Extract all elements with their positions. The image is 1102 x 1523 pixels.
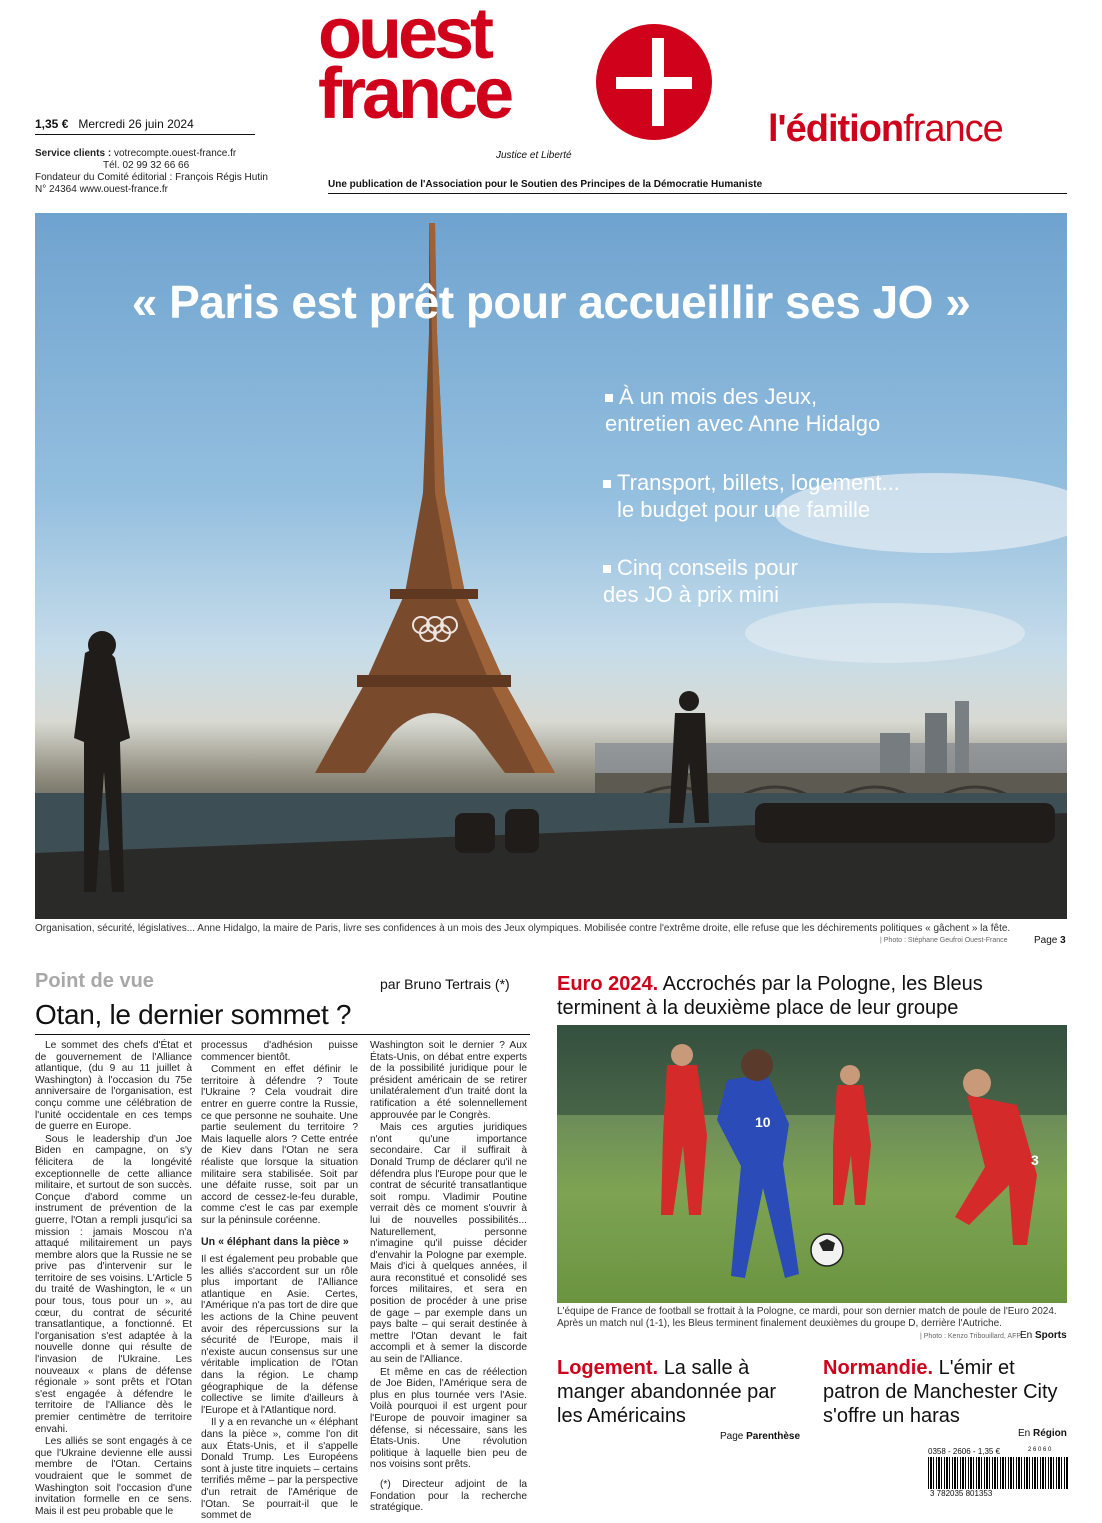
divider (328, 193, 1067, 194)
euro-kicker: Euro 2024. (557, 973, 659, 995)
service-label: Service clients : (35, 148, 112, 159)
euro-caption: L'équipe de France de football se frottait à la Pologne, ce mardi, pour son dernier match de poule de l'Euro 2024. Après un match nul (1-1), les Bleus terminent finalement deuxièmes du groupe D, derrière l'Autriche. (557, 1306, 1057, 1329)
euro-credit: | Photo : Kenzo Tribouillard, AFP (920, 1333, 1022, 1340)
euro-photo (557, 1025, 1067, 1303)
barcode-bottom-text: 3 782035 801353 (930, 1489, 993, 1498)
page-name: Parenthèse (746, 1431, 801, 1442)
divider (35, 1034, 530, 1035)
paragraph: Le sommet des chefs d'État et de gouvernement de l'Alliance atlantique, (du 9 au 11 juillet à Washington) à l'occasion du 75e anniversaire de l'organisation, est conçu comme une célébration de l'unité occidentale en ces temps de guerre en Europe. (35, 1040, 192, 1133)
paragraph: Il y a en revanche un « éléphant dans la pièce », comme l'on dit aux États-Unis, et il s'appelle Donald Trump. Les Européens sont à juste titre inquiets – certains terrifiés même – par la perspective d'un retrait de l'Amérique de l'Otan. Se pourrait-il que le sommet de (201, 1417, 358, 1522)
opinion-column-2 (201, 1040, 358, 1523)
paragraph: processus d'adhésion puisse commencer bientôt. (201, 1040, 358, 1063)
opinion-subhead: Un « éléphant dans la pièce » (201, 1235, 349, 1248)
hero-bullet-1 (605, 383, 880, 437)
bullet-line1: Transport, billets, logement... (617, 470, 900, 495)
bullet-square-icon (605, 394, 613, 402)
founder: Fondateur du Comité éditorial : François Régis Hutin (35, 172, 268, 183)
paragraph: Washington soit le dernier ? Aux États-Unis, on débat entre experts de la possibilité juridique pour le président américain de se retirer unilatéralement d'un traité dont la ratification a été solennellement approuvée par le Congrès. (370, 1040, 527, 1121)
hero-page-ref[interactable] (1034, 935, 1066, 946)
opinion-headline: Otan, le dernier sommet ? (35, 999, 352, 1030)
bullet-line2: entretien avec Anne Hidalgo (605, 411, 881, 436)
section-name: Sports (1035, 1330, 1067, 1341)
hero-title: « Paris est prêt pour accueillir ses JO » (131, 276, 971, 328)
price: 1,35 € (35, 117, 69, 131)
euro-headline-text: Accrochés par la Pologne, les Bleus terminent à la deuxième place de leur groupe (557, 973, 983, 1019)
hero-credit: | Photo : Stéphane Geufroi Ouest-France (880, 937, 1008, 944)
logement-page-ref[interactable] (720, 1431, 800, 1442)
jersey-number-10: 10 (755, 1114, 771, 1130)
service-info (35, 148, 295, 196)
page-prefix: Page (720, 1431, 744, 1442)
logement-headline: La salle à manger abandonnée par les Américains (557, 1357, 777, 1427)
opinion-column-3 (370, 1040, 527, 1515)
date: Mercredi 26 juin 2024 (78, 117, 194, 131)
masthead (0, 0, 1102, 195)
opinion-column-1 (35, 1040, 192, 1518)
page-number: 3 (1060, 935, 1066, 946)
paragraph: Sous le leadership d'un Joe Biden en campagne, on s'y félicitera de la longévité exceptionnelle de cette alliance militaire, et surtout de son succès. Conçue d'abord comme un instrument de prévention de la guerre, l'Otan a rempli jusqu'ici sa mission : jamais Moscou n'a attaqué militairement un pays membre alors que la Russie ne se prive pas d'intervenir sur le territoire de ses voisins. L'Article 5 du traité de Washington, le « un pour tous, tous pour un », au cœur, du contrat de sécurité transatlantique, a fonctionné. Et l'organisation s'est adaptée à la nouvelle donne qui résulte de l'invasion de l'Ukraine. Les nouveaux « plans de défense régionale » sont prêts et l'Otan s'est engagée à défendre le territoire de l'Alliance dès le premier centimètre de territoire envahi. (35, 1133, 192, 1435)
bullet-line2: le budget pour une famille (617, 497, 871, 522)
euro-headline (557, 972, 1067, 1020)
normandie-headline: L'émir et patron de Manchester City s'offre un haras (823, 1357, 1058, 1427)
bullet-line1: À un mois des Jeux, (619, 384, 818, 409)
hero-photo (35, 213, 1067, 919)
edition-prefix: l'édition (768, 108, 904, 150)
motto: Justice et Liberté (496, 150, 572, 161)
bullet-line2: des JO à prix mini (603, 582, 780, 607)
paragraph: Les alliés se sont engagés à ce que l'Ukraine devienne elle aussi membre de l'Otan. Certains voudraient que le sommet de Washington soit l'occasion d'une invitation formelle en ce sens. Mais il est peu probable que le (35, 1436, 192, 1517)
opinion-kicker: Point de vue (35, 970, 154, 992)
euro-section-ref[interactable] (1020, 1330, 1067, 1341)
logo-ouest: ouest (318, 0, 491, 74)
paragraph: Et même en cas de réélection de Joe Biden, l'Amérique sera de plus en plus tournée vers l'Asie. Voilà pourquoi il est urgent pour l'Europe de pouvoir imaginer sa défense, si nécessaire, sans les États-Unis. Une révolution politique à laquelle bien peu de nos voisins sont prêts. (370, 1366, 527, 1471)
normandie-kicker: Normandie. (823, 1357, 934, 1379)
issue-number: N° 24364 www.ouest-france.fr (35, 184, 168, 195)
divider (35, 134, 255, 135)
hero-bullet-2 (603, 469, 900, 523)
barcode-side-text: 2 6 0 6 0 (1028, 1447, 1052, 1453)
paragraph: Mais ces arguties juridiques n'ont qu'une importance secondaire. Car il suffirait à Donald Trump de déclarer qu'il ne défendra plus l'Europe pour que le contrat de sécurité transatlantique soit rompu. Vladimir Poutine verrait dès ce moment s'ouvrir à lui de nouvelles possibilités... Naturellement, personne n'imagine qu'il puisse décider d'envahir la Pologne par exemple. Mais d'ici à quelques années, il aura reconstitué et consolidé ses forces militaires, et sera en position de procéder à une prise de gage – par exemple dans un pays balte – qui serait destinée à mettre l'Otan devant le fait accompli et à semer la discorde au sein de l'Alliance. (370, 1122, 527, 1366)
edition-label (768, 108, 1003, 151)
normandie-teaser[interactable] (823, 1356, 1063, 1428)
barcode-top-text: 0358 - 2606 - 1,35 € (928, 1447, 1001, 1456)
section-name: Région (1033, 1428, 1067, 1439)
logement-kicker: Logement. (557, 1357, 659, 1379)
service-site[interactable]: votrecompte.ouest-france.fr (113, 148, 237, 159)
hero-caption: Organisation, sécurité, législatives... Anne Hidalgo, la maire de Paris, livre ses confidences à un mois des Jeux olympiques. Mobilisée contre l'extrême droite, elle refuse que les déchirements politiques « gâchent » la fête. (35, 923, 1011, 934)
section-prefix: En (1018, 1428, 1031, 1439)
bullet-line1: Cinq conseils pour (617, 555, 798, 580)
opinion-byline: par Bruno Tertrais (*) (380, 976, 510, 992)
hero-bullet-3 (603, 554, 798, 608)
edition-suffix: france (903, 108, 1003, 150)
page-label: Page (1034, 935, 1058, 946)
publication-line: Une publication de l'Association pour le Soutien des Principes de la Démocratie Humaniste (328, 179, 763, 190)
bullet-square-icon (603, 565, 611, 573)
price-date (35, 117, 194, 131)
barcode (928, 1457, 1068, 1489)
jersey-number-3: 3 (1031, 1152, 1039, 1168)
section-prefix: En (1020, 1330, 1033, 1341)
paragraph: Il est également peu probable que les alliés s'accordent sur un rôle plus important de l'Alliance atlantique en Asie. Certes, l'Amérique n'a pas tort de dire que les actions de la Chine peuvent avoir des répercussions sur la sécurité de l'Europe, mais il n'existe aucun consensus sur une véritable implication de l'Otan dans la région. Le champ géographique de la défense collective se limite d'ailleurs à l'Europe et à l'Atlantique nord. (201, 1254, 358, 1416)
football-players-illustration (557, 1025, 1067, 1303)
logement-teaser[interactable] (557, 1356, 807, 1428)
bullet-square-icon (603, 480, 611, 488)
paragraph: Comment en effet définir le territoire à défendre ? Toute l'Ukraine ? Cela voudrait dire entrer en guerre contre la Russie, ce que personne ne souhaite. Une partie seulement du territoire ? Mais laquelle alors ? Cette entrée de Kiev dans l'Otan ne sera réaliste que lorsque la situation militaire sera stabilisée. Soit par une défaite russe, soit par un accord de cessez-le-feu durable, comme c'est le cas par exemple sur la péninsule coréenne. (201, 1064, 358, 1226)
footnote: (*) Directeur adjoint de la Fondation pour la recherche stratégique. (370, 1478, 527, 1514)
service-tel: Tél. 02 99 32 66 66 (103, 160, 190, 171)
logo-france: france (318, 54, 511, 134)
normandie-section-ref[interactable] (1018, 1428, 1067, 1439)
ouest-france-emblem-icon (594, 22, 714, 142)
